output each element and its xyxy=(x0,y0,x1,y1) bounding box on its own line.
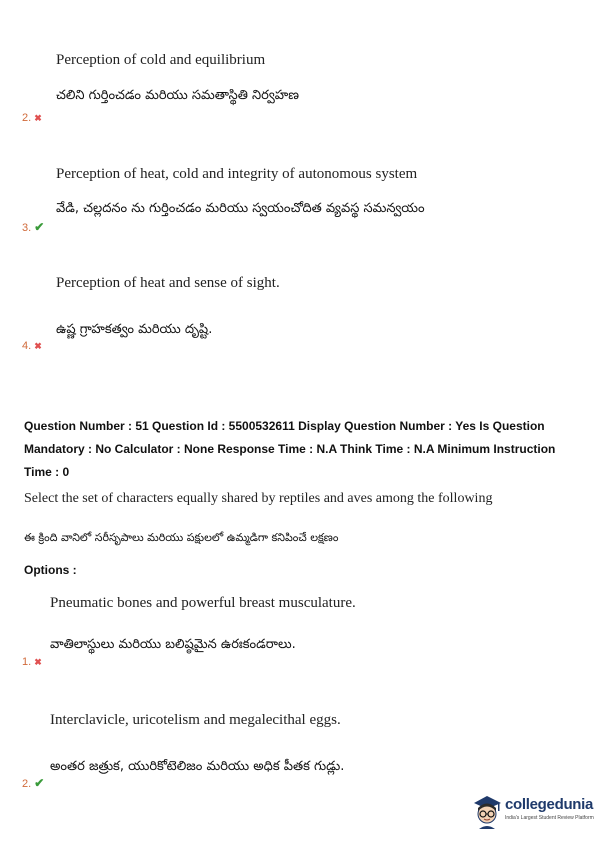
option-4-english: Perception of heat and sense of sight. xyxy=(56,275,280,291)
wrong-mark-icon: ✖ xyxy=(34,657,42,667)
option-3-telugu: వేడి, చల్లదనం ను గుర్తించడం మరియు స్వయంచోదిత వ్యవస్థ సమన్వయం xyxy=(56,201,425,216)
option-2-telugu: చలిని గుర్తించడం మరియు సమతాస్థితి నిర్వహణ xyxy=(56,88,299,103)
option-1-english: Pneumatic bones and powerful breast musculature. xyxy=(50,595,356,611)
option-2b-english: Interclavicle, uricotelism and megalecithal eggs. xyxy=(50,712,341,728)
option-3-number: 3. ✔ xyxy=(22,220,45,234)
option-2-number: 2. ✖ xyxy=(22,112,42,124)
question-text-english: Select the set of characters equally shared by reptiles and aves among the following xyxy=(24,491,493,506)
option-2b-telugu: అంతర జత్రుక, యురికోటెలిజం మరియు అధిక పీతక గుడ్లు. xyxy=(50,759,345,774)
option-4-telugu: ఉష్ణ గ్రాహకత్వం మరియు దృష్టి. xyxy=(56,322,213,337)
option-3-english: Perception of heat, cold and integrity of autonomous system xyxy=(56,166,418,182)
option-1-number: 1. ✖ xyxy=(22,656,42,668)
option-2-english: Perception of cold and equilibrium xyxy=(56,52,266,68)
question-meta xyxy=(24,415,584,484)
option-4-number: 4. ✖ xyxy=(22,340,42,352)
wrong-mark-icon: ✖ xyxy=(34,341,42,351)
wrong-mark-icon: ✖ xyxy=(34,113,42,123)
logo-tagline: India's Largest Student Review Platform xyxy=(505,815,594,821)
options-label: Options : xyxy=(24,563,77,577)
collegedunia-logo xyxy=(470,793,594,829)
correct-mark-icon: ✔ xyxy=(34,220,45,234)
option-2b-number: 2. ✔ xyxy=(22,776,45,790)
student-avatar-icon xyxy=(470,793,504,829)
correct-mark-icon: ✔ xyxy=(34,776,45,790)
question-meta-line-2: Mandatory : No Calculator : None Response Time : N.A Think Time : N.A Minimum Instruction xyxy=(24,442,556,456)
option-1-telugu: వాతిలాస్థులు మరియు బలిష్ఠమైన ఉరఃకండరాలు. xyxy=(50,637,296,652)
question-meta-line-3: Time : 0 xyxy=(24,465,70,479)
question-meta-line-1: Question Number : 51 Question Id : 5500532611 Display Question Number : Yes Is Question xyxy=(24,419,545,433)
question-text-telugu: ఈ క్రింది వానిలో సరీసృపాలు మరియు పక్షులలో ఉమ్మడిగా కనిపించే లక్షణం xyxy=(24,531,339,544)
logo-wordmark: collegedunia xyxy=(505,796,594,813)
